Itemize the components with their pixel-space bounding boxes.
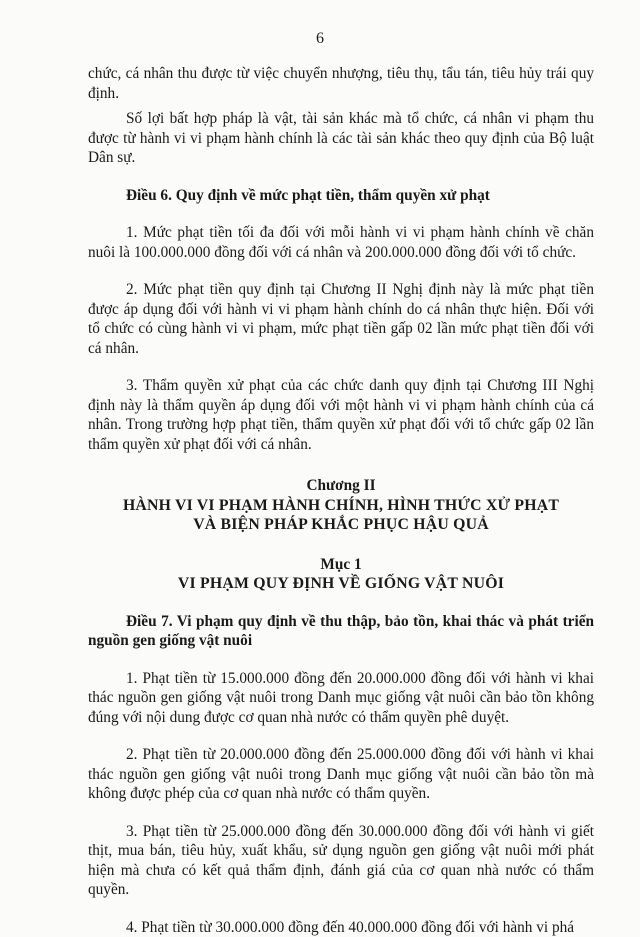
article-6-clause-3: 3. Thẩm quyền xử phạt của các chức danh quy định tại Chương III Nghị định này là thẩm quyền áp dụng đối với một hành vi vi phạm hành chính của cá nhân. Trong trường hợp phạt tiền, thẩm quyền xử phạt đối với tổ chức gấp 02 lần thẩm quyền xử phạt đối với cá nhân. — [88, 376, 594, 454]
paragraph: chức, cá nhân thu được từ việc chuyển nhượng, tiêu thụ, tẩu tán, tiêu hủy trái quy định. — [88, 64, 594, 103]
article-7-clause-3: 3. Phạt tiền từ 25.000.000 đồng đến 30.000.000 đồng đối với hành vi giết thịt, mua bán, tiêu hủy, xuất khẩu, sử dụng nguồn gen giống vật nuôi mới phát hiện mà chưa có kết quả thẩm định, đánh giá của cơ quan nhà nước có thẩm quyền. — [88, 822, 594, 900]
chapter-title-line-2: VÀ BIỆN PHÁP KHẮC PHỤC HẬU QUẢ — [88, 515, 594, 535]
article-6-heading: Điều 6. Quy định về mức phạt tiền, thẩm quyền xử phạt — [88, 186, 594, 206]
chapter-label: Chương II — [88, 476, 594, 496]
section-label: Mục 1 — [88, 555, 594, 575]
page-number: 6 — [0, 30, 640, 48]
article-7-clause-1: 1. Phạt tiền từ 15.000.000 đồng đến 20.000.000 đồng đối với hành vi khai thác nguồn gen giống vật nuôi trong Danh mục giống vật nuôi cần bảo tồn không đúng với nội dung được cơ quan nhà nước có thẩm quyền phê duyệt. — [88, 669, 594, 728]
section-title: VI PHẠM QUY ĐỊNH VỀ GIỐNG VẬT NUÔI — [88, 574, 594, 594]
article-6-clause-2: 2. Mức phạt tiền quy định tại Chương II Nghị định này là mức phạt tiền được áp dụng đối với hành vi vi phạm hành chính do cá nhân thực hiện. Đối với tổ chức có cùng hành vi vi phạm, mức phạt tiền gấp 02 lần mức phạt tiền đối với cá nhân. — [88, 280, 594, 358]
article-6-clause-1: 1. Mức phạt tiền tối đa đối với mỗi hành vi vi phạm hành chính về chăn nuôi là 100.000.000 đồng đối với cá nhân và 200.000.000 đồng đối với tổ chức. — [88, 223, 594, 262]
chapter-title-line-1: HÀNH VI VI PHẠM HÀNH CHÍNH, HÌNH THỨC XỬ PHẠT — [88, 496, 594, 516]
article-7-clause-2: 2. Phạt tiền từ 20.000.000 đồng đến 25.000.000 đồng đối với hành vi khai thác nguồn gen giống vật nuôi trong Danh mục giống vật nuôi cần bảo tồn mà không được phép của cơ quan nhà nước có thẩm quyền. — [88, 745, 594, 804]
article-7-clause-4: 4. Phạt tiền từ 30.000.000 đồng đến 40.000.000 đồng đối với hành vi phá — [88, 918, 594, 937]
article-7-heading: Điều 7. Vi phạm quy định về thu thập, bảo tồn, khai thác và phát triển nguồn gen giống vật nuôi — [88, 612, 594, 651]
document-body — [88, 64, 594, 937]
paragraph: Số lợi bất hợp pháp là vật, tài sản khác mà tổ chức, cá nhân vi phạm thu được từ hành vi vi phạm hành chính là các tài sản khác theo quy định của Bộ luật Dân sự. — [88, 109, 594, 168]
